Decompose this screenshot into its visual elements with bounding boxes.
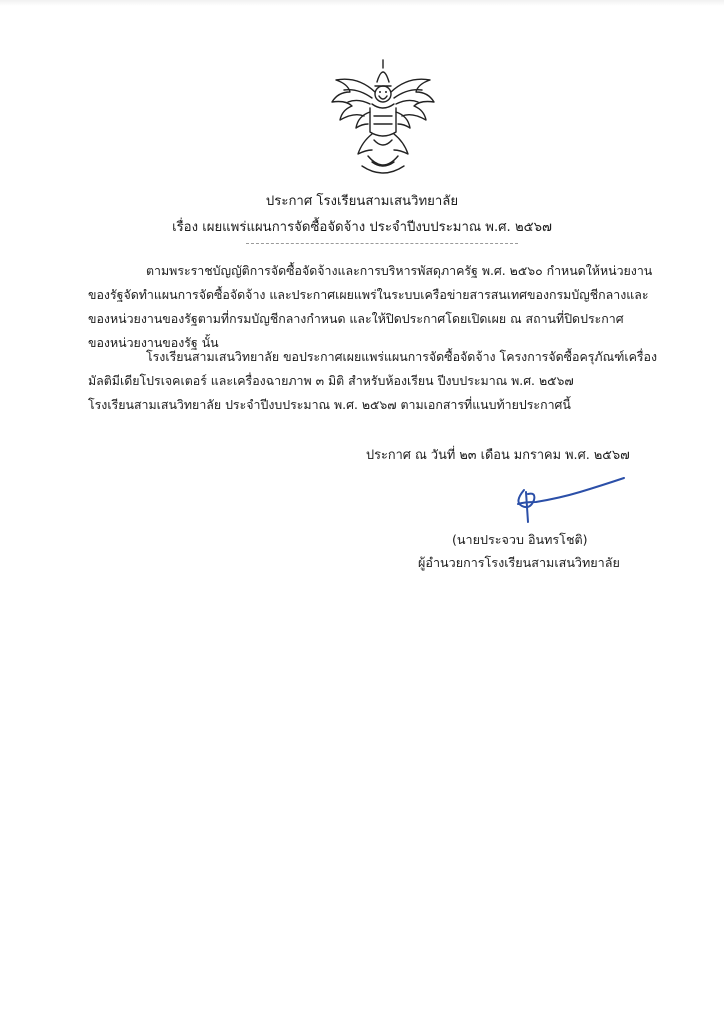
- paragraph-line: มัลติมีเดียโปรเจคเตอร์ และเครื่องฉายภาพ ๓ มิติ สำหรับห้องเรียน ปีงบประมาณ พ.ศ. ๒๕๖๗: [88, 373, 574, 388]
- announcement-subject: เรื่อง เผยแพร่แผนการจัดซื้อจัดจ้าง ประจำปีงบประมาณ พ.ศ. ๒๕๖๗: [172, 220, 552, 235]
- paragraph-line: ของหน่วยงานของรัฐตามที่กรมบัญชีกลางกำหนด และให้ปิดประกาศโดยเปิดเผย ณ สถานที่ปิดประกาศ: [88, 311, 624, 326]
- announcement-date: ประกาศ ณ วันที่ ๒๓ เดือน มกราคม พ.ศ. ๒๕๖๗: [366, 448, 630, 463]
- paragraph-line: ตามพระราชบัญญัติการจัดซื้อจัดจ้างและการบริหารพัสดุภาครัฐ พ.ศ. ๒๕๖๐ กำหนดให้หน่วยงาน: [146, 263, 653, 278]
- paragraph-line: ของหน่วยงานของรัฐ นั้น: [88, 335, 219, 350]
- handwritten-signature-icon: [500, 472, 630, 532]
- paragraph-line: โรงเรียนสามเสนวิทยาลัย ขอประกาศเผยแพร่แผนการจัดซื้อจัดจ้าง โครงการจัดซื้อครุภัณฑ์เครื่อง: [146, 349, 658, 364]
- announcement-title: ประกาศ โรงเรียนสามเสนวิทยาลัย: [265, 194, 459, 209]
- paragraph-1: [88, 259, 670, 355]
- garuda-emblem-icon: [328, 58, 438, 176]
- scan-edge: [0, 0, 724, 6]
- signer-name: (นายประจวบ อินทรโชติ): [452, 532, 588, 547]
- paragraph-line: ของรัฐจัดทำแผนการจัดซื้อจัดจ้าง และประกาศเผยแพร่ในระบบเครือข่ายสารสนเทศของกรมบัญชีกลางและ: [88, 287, 649, 302]
- divider: [246, 243, 518, 244]
- paragraph-line: โรงเรียนสามเสนวิทยาลัย ประจำปีงบประมาณ พ.ศ. ๒๕๖๗ ตามเอกสารที่แนบท้ายประกาศนี้: [88, 397, 571, 412]
- paragraph-2: [88, 345, 670, 417]
- signer-title: ผู้อำนวยการโรงเรียนสามเสนวิทยาลัย: [418, 555, 620, 570]
